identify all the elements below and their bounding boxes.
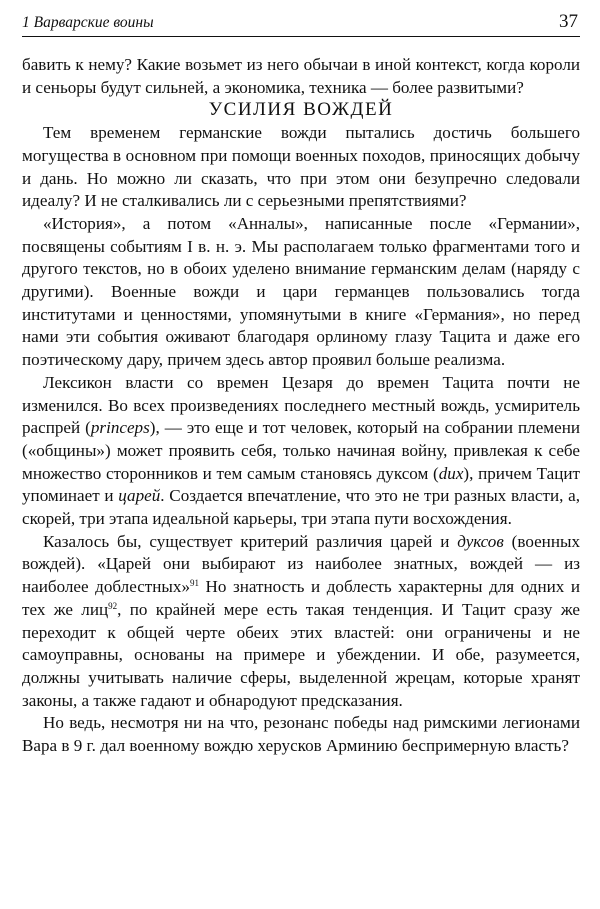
paragraph-1: Тем временем германские вожди пытались достичь большего могущества в основном при помощи военных походов, приносящих добычу и дань. Но можно ли сказать, что при этом они безупречно следовали идеалу? И не сталкивались ли с серьезными препятствиями?	[22, 123, 580, 211]
text-run: Казалось бы, существует критерий различия царей и	[43, 531, 458, 551]
latin-term-princeps: princeps	[90, 418, 150, 438]
running-header	[22, 6, 580, 37]
text-run: , по крайней мере есть такая тенденция. И Тацит сразу же переходит к общей черте обеих этих властей: они ограничены и не самоуправны, основаны на примере и убеждении. И обе, разумеется, должны учитывать наличие сферы, выделенной жрецам, которые хранят законы, а также гадают и обнародуют предсказания.	[22, 599, 580, 710]
paragraph-2: «История», а потом «Анналы», написанные после «Германии», посвящены событиям I в. н. э. Мы располагаем только фрагментами того и другого текстов, но в обоих уделено внимание германским делам (наряду с другими). Военные вожди и цари германцев пользовались тогда институтами и ценностями, упомянутыми в книге «Германия», но перед нами эти события оживают благодаря орлиному глазу Тацита и даже его поэтическому дару, причем здесь автор проявил больше реализма.	[22, 213, 580, 370]
text-run: ), причем Тацит упоминает и	[22, 463, 581, 506]
footnote-ref-92: 92	[108, 600, 118, 611]
text-run: (военных вождей). «Царей они выбирают из наиболее знатных, вождей — из наиболее доблестных»	[22, 531, 581, 597]
running-title: 1 Варварские воины	[22, 14, 154, 31]
paragraph-continued: бавить к нему? Какие возьмет из него обычаи в иной контекст, когда короли и сеньоры будут сильней, а экономика, техника — более развитыми?	[22, 55, 580, 97]
section-title: УСИЛИЯ ВОЖДЕЙ	[208, 99, 394, 121]
paragraph-5: Но ведь, несмотря ни на что, резонанс победы над римскими легионами Вара в 9 г. дал военному вождю херусков Арминию беспримерную власть?	[22, 713, 580, 756]
body-text	[22, 54, 580, 758]
term-duksov: дуксов	[457, 531, 504, 551]
text-run: Но знатность и доблесть характерны для одних и тех же лиц	[22, 577, 580, 619]
latin-term-dux: dux	[438, 463, 464, 483]
text-run: . Создается впечатление, что это не три разных власти, а, скорей, три этапа идеальной карьеры, три этапа пути восхождения.	[22, 486, 580, 529]
term-tsarei: царей	[118, 486, 161, 506]
text-run: Лексикон власти со времен Цезаря до времен Тацита почти не изменился. Во всех произведениях последнего местный вождь, усмиритель распрей (	[22, 372, 580, 438]
text-run: ), — это еще и тот человек, который на собрании племени («общины») может проявить себя, только начиная войну, привлекая к себе множество сторонников и тем самым становясь дуксом (	[22, 418, 580, 483]
paragraph-4	[22, 531, 580, 713]
footnote-ref-91: 91	[190, 578, 199, 589]
page-number: 37	[559, 11, 578, 32]
paragraph-3	[22, 372, 580, 531]
